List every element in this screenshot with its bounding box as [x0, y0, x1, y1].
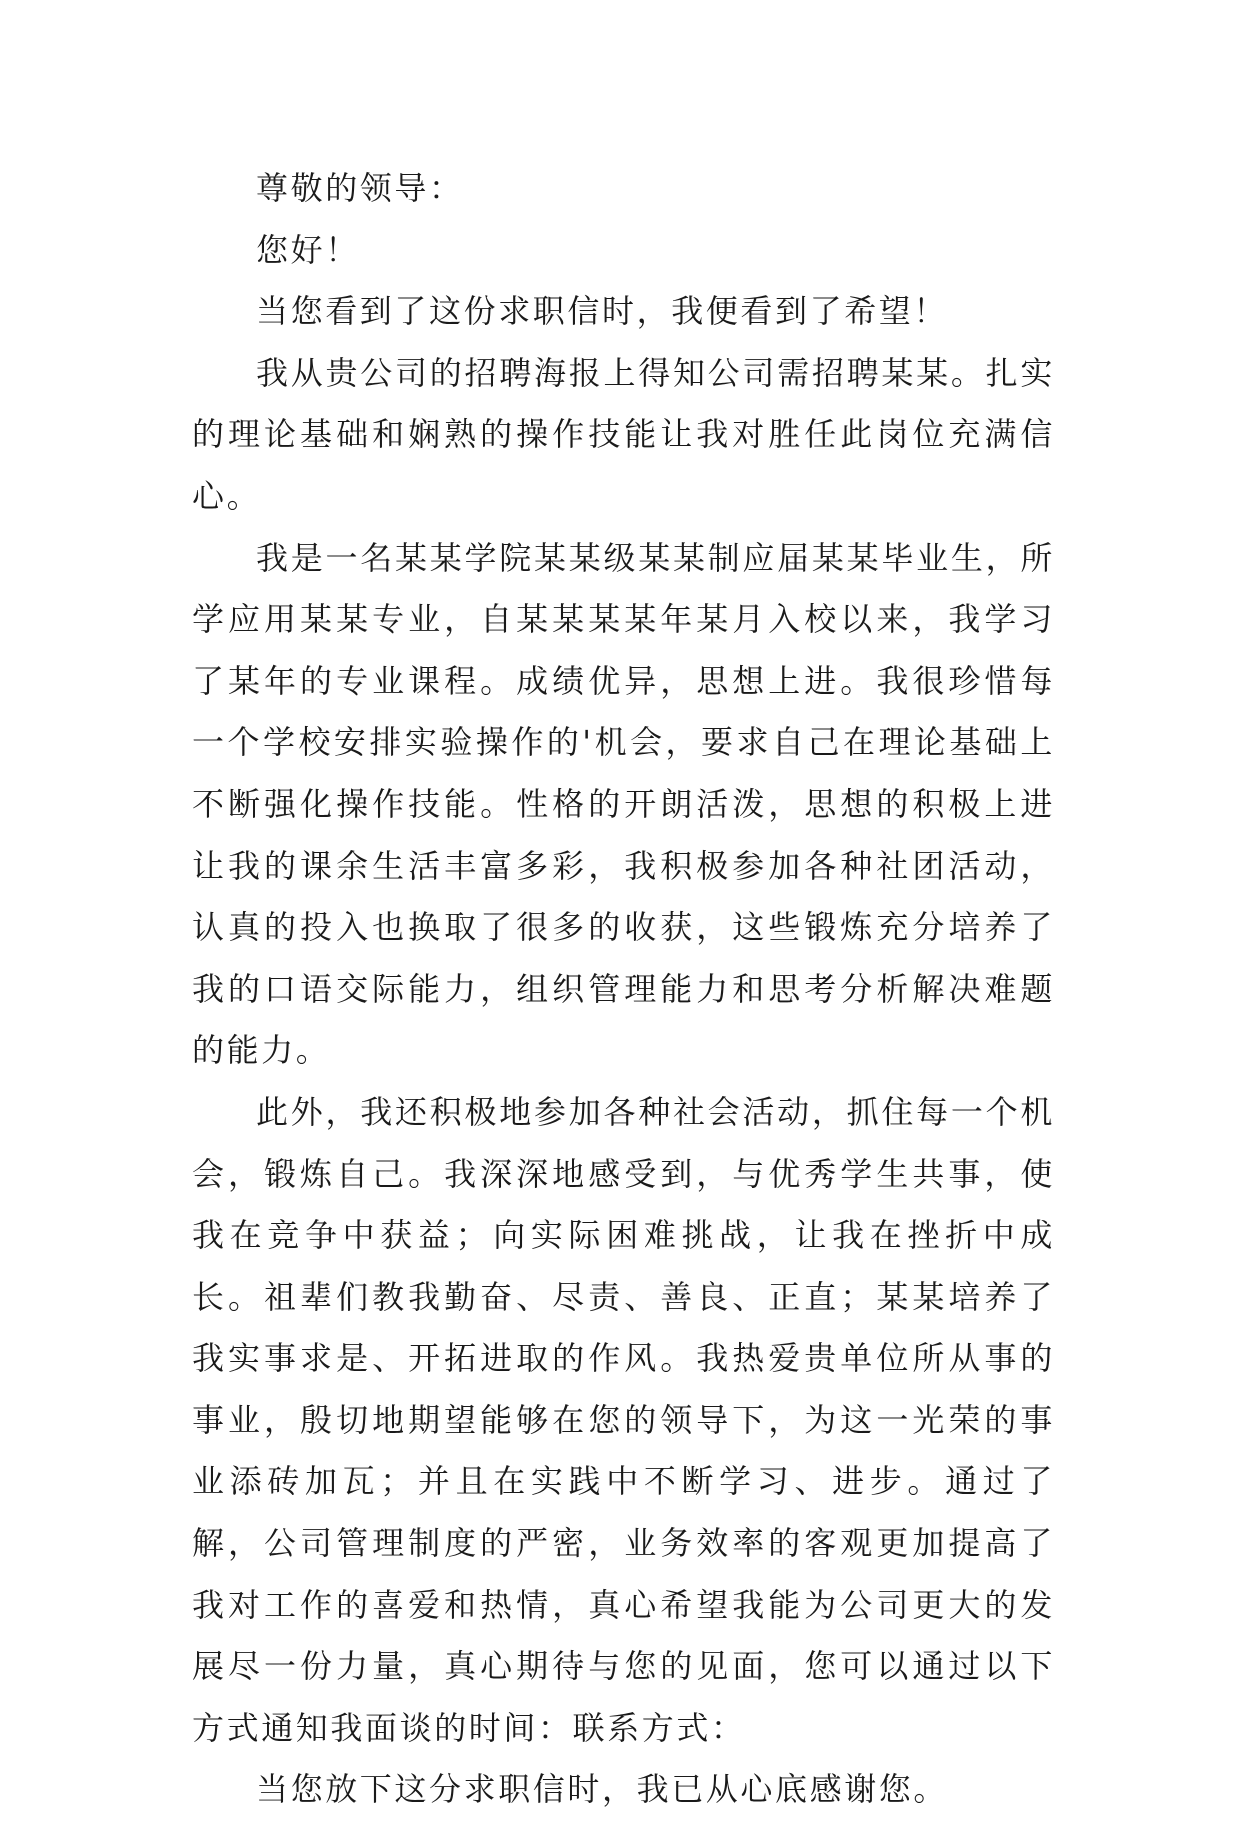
paragraph-position: 我从贵公司的招聘海报上得知公司需招聘某某。扎实的理论基础和娴熟的操作技能让我对胜任此岗位充满信心。: [192, 353, 1055, 515]
letter-body: [192, 158, 1055, 1821]
paragraph-closing: 当您放下这分求职信时，我已从心底感谢您。: [256, 1770, 949, 1809]
salutation: 尊敬的领导：: [256, 169, 464, 207]
paragraph-background: 我是一名某某学院某某级某某制应届某某毕业生，所学应用某某专业，自某某某某年某月入校以来，我学习了某年的专业课程。成绩优异，思想上进。我很珍惜每一个学校安排实验操作的'机会，要求自己在理论基础上不断强化操作技能。性格的开朗活泼，思想的积极上进让我的课余生活丰富多彩，我积极参加各种社团活动，认真的投入也换取了很多的收获，这些锻炼充分培养了我的口语交际能力，组织管理能力和思考分析解决难题的能力。: [192, 538, 1055, 1070]
paragraph-opening: 当您看到了这份求职信时，我便看到了希望！: [256, 292, 949, 331]
paragraph-activities: 此外，我还积极地参加各种社会活动，抓住每一个机会，锻炼自己。我深深地感受到，与优秀学生共事，使我在竞争中获益；向实际困难挑战，让我在挫折中成长。祖辈们教我勤奋、尽责、善良、正直；某某培养了我实事求是、开拓进取的作风。我热爱贵单位所从事的事业，殷切地期望能够在您的领导下，为这一光荣的事业添砖加瓦；并且在实践中不断学习、进步。通过了解，公司管理制度的严密，业务效率的客观更加提高了我对工作的喜爱和热情，真心希望我能为公司更大的发展尽一份力量，真心期待与您的见面，您可以通过以下方式通知我面谈的时间：联系方式：: [192, 1092, 1055, 1747]
greeting: 您好！: [256, 230, 360, 269]
